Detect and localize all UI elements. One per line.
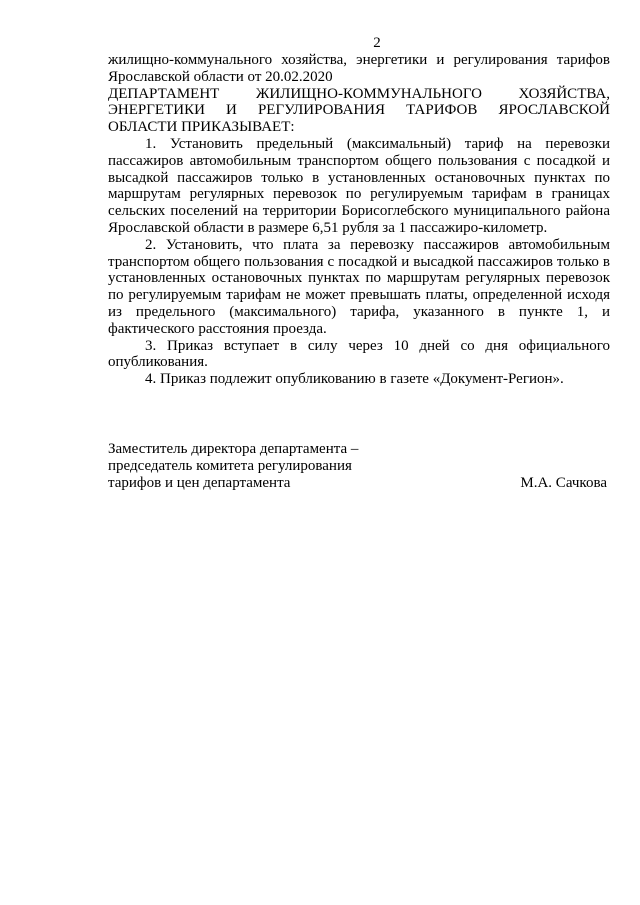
signer-position-line-3: тарифов и цен департамента <box>108 475 291 491</box>
page-number: 2 <box>373 35 381 51</box>
signer-row <box>108 475 610 492</box>
signer-position-line-2: председатель комитета регулирования <box>108 458 352 474</box>
order-item-2: 2. Установить, что плата за перевозку пассажиров автомобильным транспортом общего пользования с посадкой и высадкой пассажиров только в установленных остановочных пунктах по маршрутам регулярных перевозок по регулируемым тарифам не может превышать платы, определенной исходя из предельного (максимального) тарифа, указанного в пункте 1, и фактического расстояния проезда. <box>108 236 610 337</box>
signer-position-line-1: Заместитель директора департамента – <box>108 441 359 457</box>
document-body <box>108 52 610 388</box>
order-item-4: 4. Приказ подлежит опубликованию в газете «Документ-Регион». <box>145 371 564 388</box>
order-item-1: 1. Установить предельный (максимальный) тариф на перевозки пассажиров автомобильным транспортом общего пользования с посадкой и высадкой пассажиров только в установленных остановочных пунктах по маршрутам регулярных перевозок по регулируемым тарифам в границах сельских поселений на территории Борисоглебского муниципального района Ярославской области в размере 6,51 рубля за 1 пассажиро-километр. <box>108 135 610 236</box>
signature-block <box>108 441 610 492</box>
intro-text: жилищно-коммунального хозяйства, энергетики и регулирования тарифов Ярославской области от 20.02.2020 <box>108 52 610 85</box>
directive-text: ДЕПАРТАМЕНТ ЖИЛИЩНО-КОММУНАЛЬНОГО ХОЗЯЙСТВА, ЭНЕРГЕТИКИ И РЕГУЛИРОВАНИЯ ТАРИФОВ ЯРОСЛАВСКОЙ ОБЛАСТИ ПРИКАЗЫВАЕТ: <box>108 85 610 136</box>
order-item-3: 3. Приказ вступает в силу через 10 дней со дня официального опубликования. <box>108 337 610 371</box>
signer-name: М.А. Сачкова <box>520 475 607 491</box>
